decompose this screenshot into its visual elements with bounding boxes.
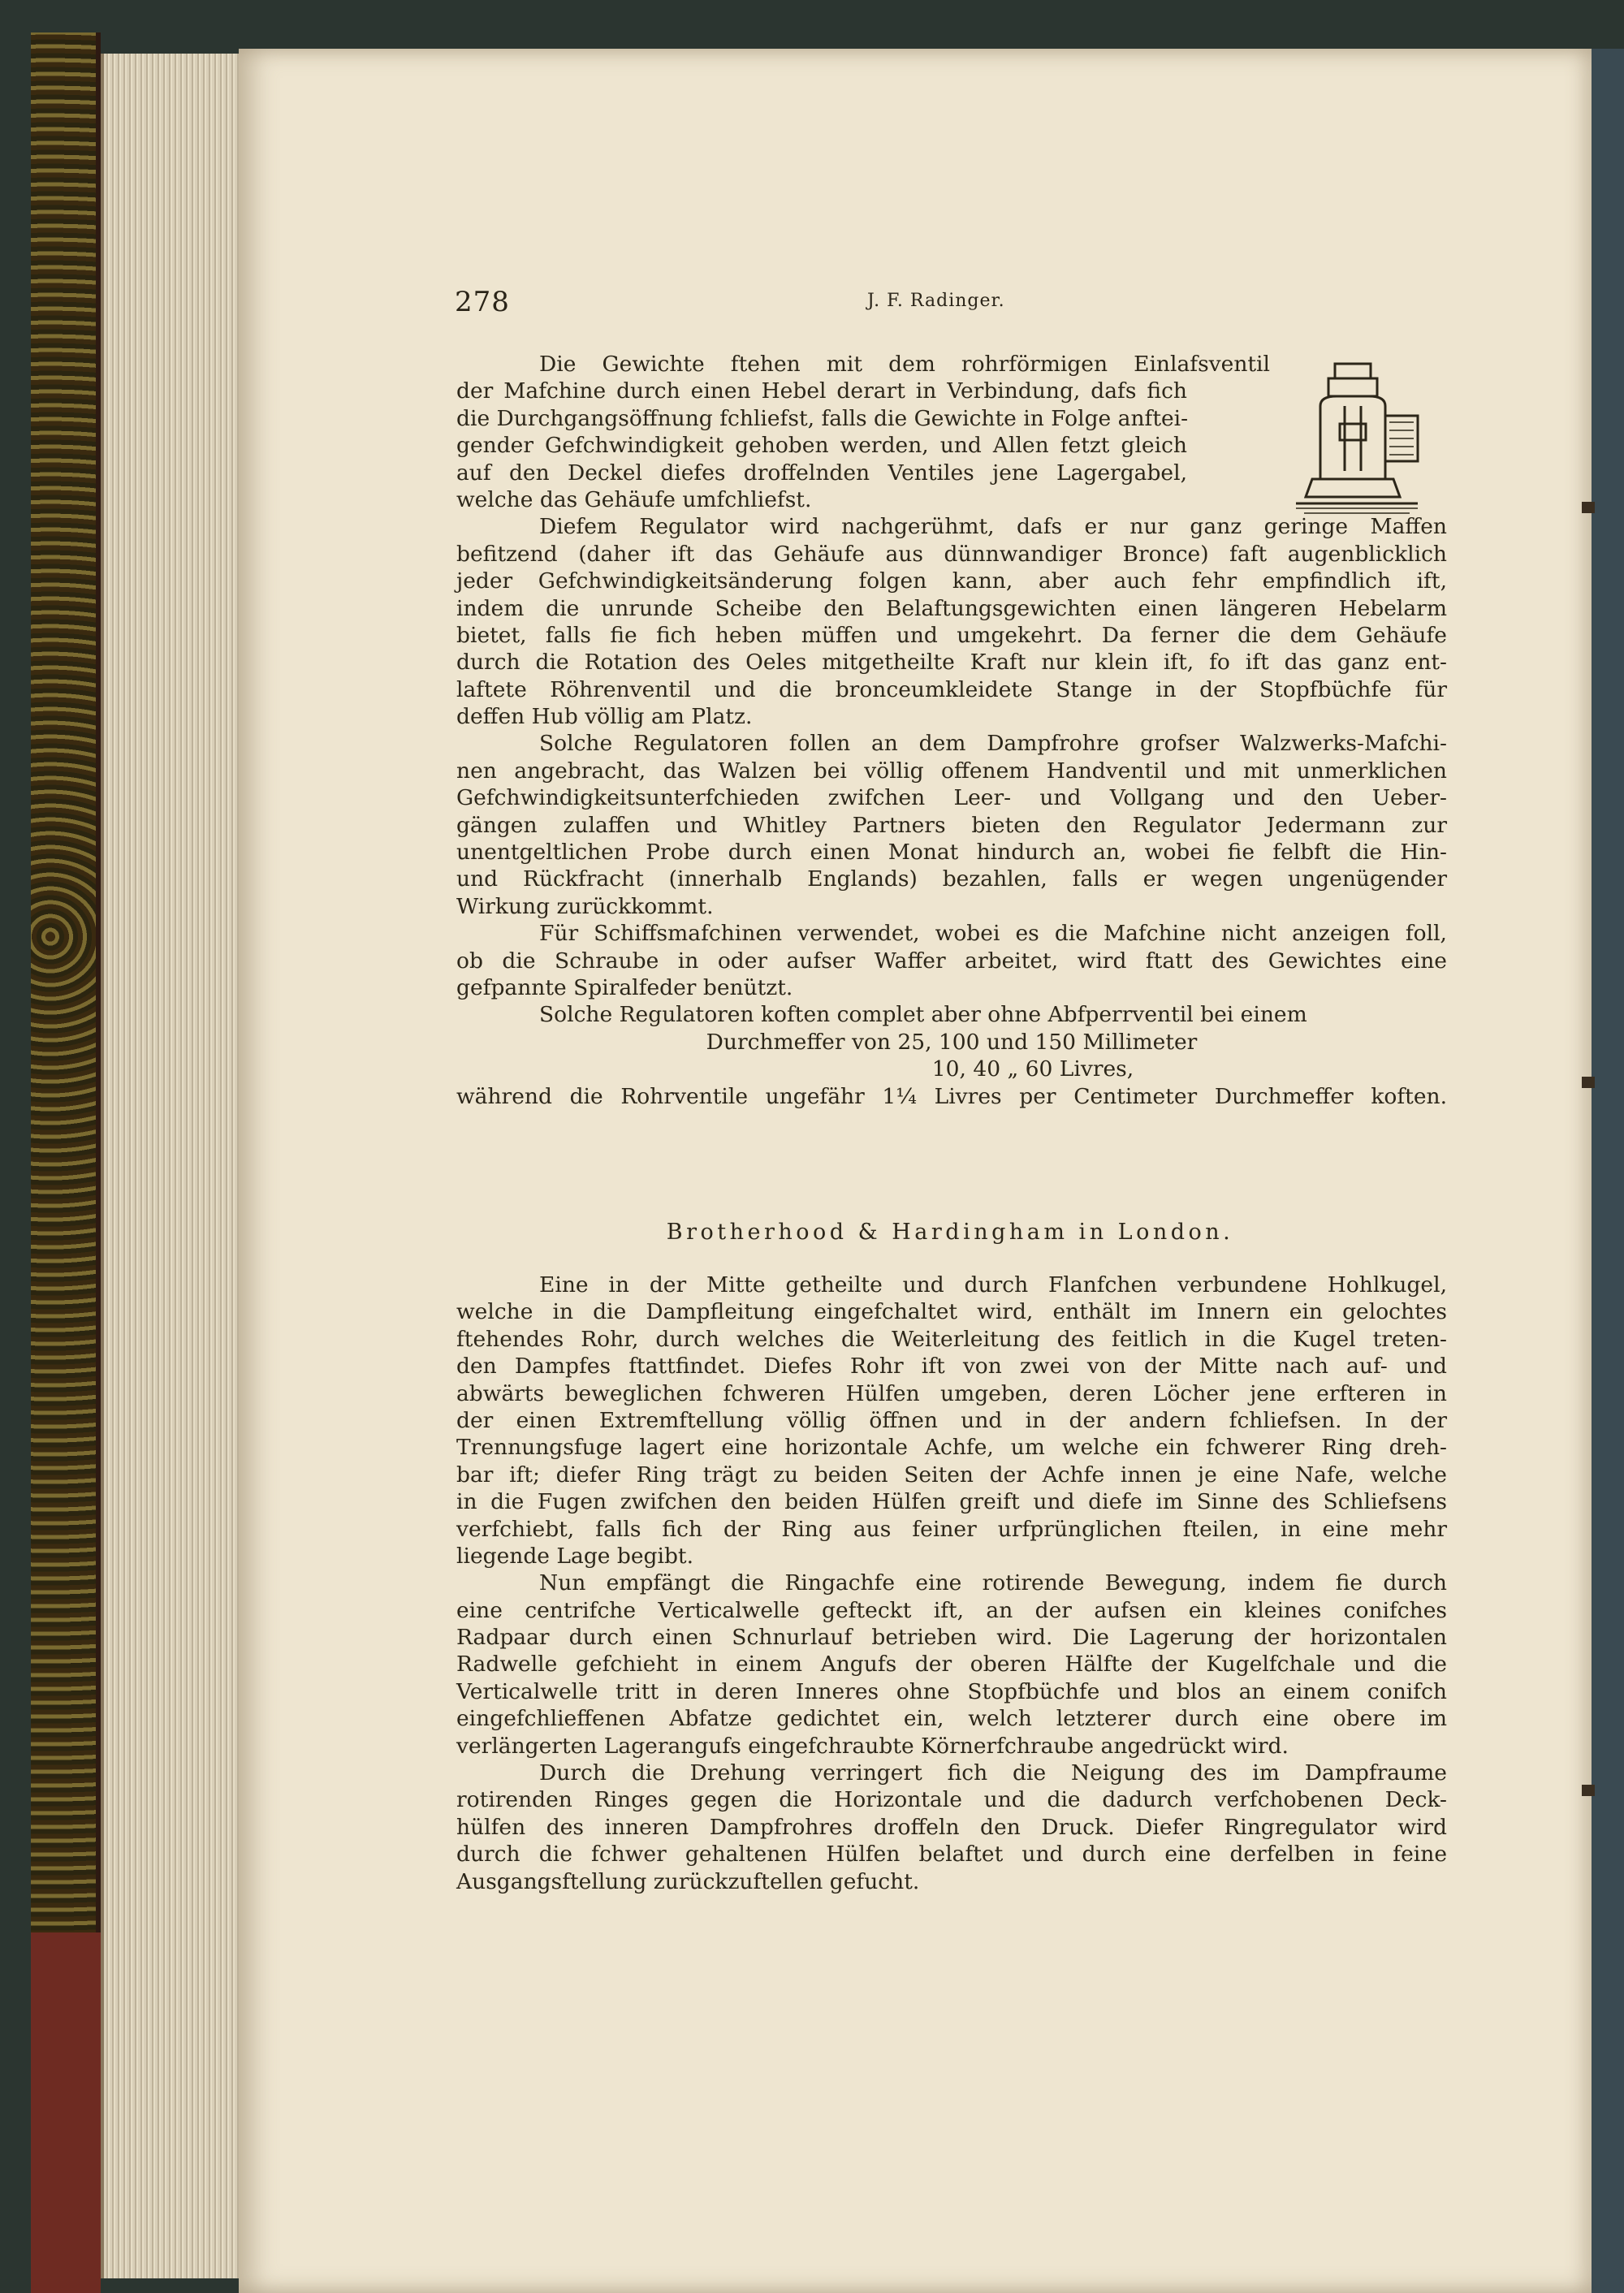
text-line: eine centrifche Verticalwelle gefteckt ift, an der aufsen ein kleines conifches [456, 1597, 1447, 1623]
text-line: Gefchwindigkeitsunterfchieden zwifchen Leer- und Vollgang und den Ueber- [456, 785, 1447, 811]
text-line: der einen Extremftellung völlig öffnen und in der andern fchliefsen. In der [456, 1407, 1447, 1433]
text-block-1 [456, 351, 1447, 1110]
text-line: der Mafchine durch einen Hebel derart in Verbindung, dafs fich [456, 378, 1187, 404]
text-line: auf den Deckel diefes droffelnden Ventiles jene Lagergabel, [456, 460, 1187, 486]
text-line: gängen zulaffen und Whitley Partners bieten den Regulator Jedermann zur [456, 812, 1447, 838]
text-line: 10, 40 „ 60 Livres, [931, 1056, 1134, 1082]
text-line: eingefchlieffenen Abfatze gedichtet ein, welch letzterer durch eine obere im [456, 1706, 1447, 1732]
text-line: ftehendes Rohr, durch welches die Weiterleitung des feitlich in die Kugel treten- [456, 1326, 1447, 1352]
running-title: J. F. Radinger. [867, 291, 1005, 311]
text-line: Für Schiffsmafchinen verwendet, wobei es die Mafchine nicht anzeigen foll, [539, 921, 1447, 947]
text-line: den Dampfes ftattfindet. Diefes Rohr ift von zwei von der Mitte nach auf- und [456, 1354, 1447, 1380]
text-line: Radpaar durch einen Schnurlauf betrieben wird. Die Lagerung der horizontalen [456, 1625, 1447, 1651]
book-spine-bottom [31, 1932, 101, 2293]
text-line: Solche Regulatoren koften complet aber ohne Abfperrventil bei einem [539, 1002, 1307, 1028]
page-edges [101, 54, 242, 2278]
text-line: Diefem Regulator wird nachgerühmt, dafs er nur ganz geringe Maffen [539, 514, 1447, 540]
text-line: Nun empfängt die Ringachfe eine rotirende Bewegung, indem fie durch [539, 1570, 1447, 1596]
facing-page-edge [1592, 49, 1624, 2293]
text-line: Wirkung zurückkommt. [456, 893, 714, 919]
text-line: Solche Regulatoren follen an dem Dampfrohre grofser Walzwerks-Mafchi- [539, 731, 1447, 757]
text-line: gefpannte Spiralfeder benützt. [456, 974, 793, 1000]
text-line: Die Gewichte ftehen mit dem rohrförmigen Einlafsventil [539, 352, 1270, 377]
text-line: gender Gefchwindigkeit gehoben werden, und Allen fetzt gleich [456, 433, 1187, 459]
text-block-2 [456, 1272, 1447, 1895]
edge-mark [1582, 1785, 1595, 1796]
section-heading: Brotherhood & Hardingham in London. [666, 1220, 1234, 1245]
text-line: unentgeltlichen Probe durch einen Monat hindurch an, wobei fie felbft die Hin- [456, 840, 1447, 866]
text-line: laftete Röhrenventil und die bronceumkleidete Stange in der Stopfbüchfe für [456, 676, 1447, 702]
text-line: die Durchgangsöffnung fchliefst, falls die Gewichte in Folge anftei- [456, 405, 1189, 431]
text-line: ob die Schraube in oder aufser Waffer arbeitet, wird ftatt des Gewichtes eine [456, 948, 1447, 974]
text-line: durch die Rotation des Oeles mitgetheilte Kraft nur klein ift, fo ift das ganz ent- [456, 650, 1447, 676]
text-line: deffen Hub völlig am Platz. [456, 704, 753, 730]
page-number: 278 [455, 286, 510, 318]
text-line: während die Rohrventile ungefähr 1¼ Livres per Centimeter Durchmeffer koften. [456, 1083, 1447, 1109]
text-line: welche das Gehäufe umfchliefst. [456, 486, 812, 512]
text-line: hülfen des inneren Dampfrohres droffeln den Druck. Diefer Ringregulator wird [456, 1814, 1447, 1840]
text-line: in die Fugen zwifchen den beiden Hülfen greift und diefe im Sinne des Schliefsens [456, 1489, 1447, 1515]
text-line: durch die fchwer gehaltenen Hülfen belaftet und durch eine derfelben in feine [456, 1842, 1447, 1868]
text-line: Ausgangsftellung zurückzuftellen gefucht. [456, 1868, 920, 1894]
text-line: Eine in der Mitte getheilte und durch Flanfchen verbundene Hohlkugel, [539, 1272, 1447, 1298]
text-line: Durch die Drehung verringert fich die Neigung des im Dampfraume [539, 1760, 1447, 1786]
text-line: welche in die Dampfleitung eingefchaltet wird, enthält im Innern ein gelochtes [456, 1299, 1447, 1325]
text-line: liegende Lage begibt. [456, 1543, 694, 1569]
text-line: Radwelle gefchieht in einem Angufs der oberen Hälfte der Kugelfchale und die [456, 1652, 1447, 1678]
edge-mark [1582, 1077, 1595, 1088]
text-line: befitzend (daher ift das Gehäufe aus dünnwandiger Bronce) faft augenblicklich [456, 541, 1447, 567]
text-line: bar ift; diefer Ring trägt zu beiden Seiten der Achfe innen je eine Nafe, welche [456, 1462, 1447, 1488]
text-line: jeder Gefchwindigkeitsänderung folgen kann, aber auch fehr empfindlich ift, [456, 568, 1447, 594]
edge-mark [1582, 502, 1595, 513]
text-line: verlängerten Lagerangufs eingefchraubte Körnerfchraube angedrückt wird. [456, 1733, 1289, 1759]
page-header [455, 286, 1445, 325]
text-line: abwärts beweglichen fchweren Hülfen umgeben, deren Löcher jene erfteren in [456, 1380, 1447, 1406]
text-line: rotirenden Ringes gegen die Horizontale und die dadurch verfchobenen Deck- [456, 1787, 1447, 1813]
text-line: Verticalwelle tritt in deren Inneres ohne Stopfbüchfe und blos an einem conifch [456, 1678, 1447, 1704]
text-line: Durchmeffer von 25, 100 und 150 Millimeter [706, 1029, 1198, 1055]
text-line: Trennungsfuge lagert eine horizontale Achfe, um welche ein fchwerer Ring dreh- [456, 1435, 1447, 1461]
text-line: indem die unrunde Scheibe den Belaftungsgewichten einen längeren Hebelarm [456, 595, 1447, 621]
text-line: verfchiebt, falls fich der Ring aus feiner urfprünglichen fteilen, in eine mehr [456, 1516, 1447, 1542]
text-line: bietet, falls fie fich heben müffen und umgekehrt. Da ferner die dem Gehäufe [456, 622, 1447, 648]
text-line: nen angebracht, das Walzen bei völlig offenem Handventil und mit unmerklichen [456, 758, 1447, 784]
text-line: und Rückfracht (innerhalb Englands) bezahlen, falls er wegen ungenügender [456, 866, 1447, 892]
